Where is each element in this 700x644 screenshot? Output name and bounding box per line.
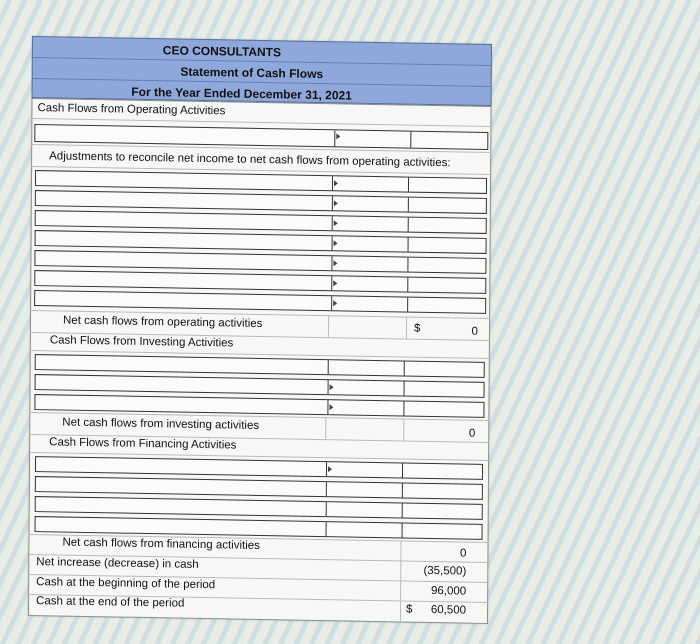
adjustment-amount-input[interactable]: [331, 276, 408, 291]
company-name: CEO CONSULTANTS: [162, 43, 282, 60]
net-operating-value: 0: [471, 325, 479, 338]
net-income-amount-input[interactable]: [334, 130, 411, 147]
net-increase-value: (35,500): [423, 564, 467, 578]
adjustment-amount-input[interactable]: [332, 196, 409, 211]
cash-flow-worksheet: [28, 36, 492, 624]
adjustment-amount-input[interactable]: [331, 296, 408, 311]
net-financing-label: Net cash flows from financing activities: [62, 536, 261, 552]
adjustment-amount-input[interactable]: [331, 256, 408, 271]
net-investing-label: Net cash flows from investing activities: [62, 416, 260, 432]
financing-amount-input[interactable]: [326, 482, 403, 497]
adjustment-amount-input[interactable]: [332, 236, 409, 251]
operating-heading: Cash Flows from Operating Activities: [37, 102, 226, 118]
adjustment-amount-input[interactable]: [332, 176, 409, 191]
net-investing-value: 0: [468, 427, 476, 440]
financing-amount-input[interactable]: [326, 522, 403, 537]
cash-end-label: Cash at the end of the period: [36, 595, 185, 610]
net-operating-currency: $: [413, 322, 421, 335]
investing-heading: Cash Flows from Investing Activities: [49, 334, 234, 350]
financing-heading: Cash Flows from Financing Activities: [49, 436, 237, 452]
investing-amount-input[interactable]: [328, 380, 405, 395]
statement-title: Statement of Cash Flows: [180, 64, 324, 82]
cash-end-currency: $: [405, 603, 413, 616]
adjustment-amount-input[interactable]: [332, 216, 409, 231]
net-operating-label: Net cash flows from operating activities: [62, 314, 263, 331]
financing-amount-input[interactable]: [326, 462, 403, 477]
investing-amount-input[interactable]: [327, 400, 404, 415]
cash-end-value: 60,500: [430, 603, 467, 617]
cash-beginning-label: Cash at the beginning of the period: [36, 576, 216, 592]
statement-period: For the Year Ended December 31, 2021: [131, 84, 352, 103]
net-financing-value: 0: [459, 547, 467, 560]
cash-beginning-value: 96,000: [430, 584, 467, 598]
adjustments-label: Adjustments to reconcile net income to net cash flows from operating activities:: [49, 150, 451, 170]
financing-amount-input[interactable]: [326, 502, 403, 517]
statement-header: [32, 36, 492, 106]
net-increase-label: Net increase (decrease) in cash: [36, 556, 199, 571]
investing-amount-input[interactable]: [328, 360, 405, 375]
